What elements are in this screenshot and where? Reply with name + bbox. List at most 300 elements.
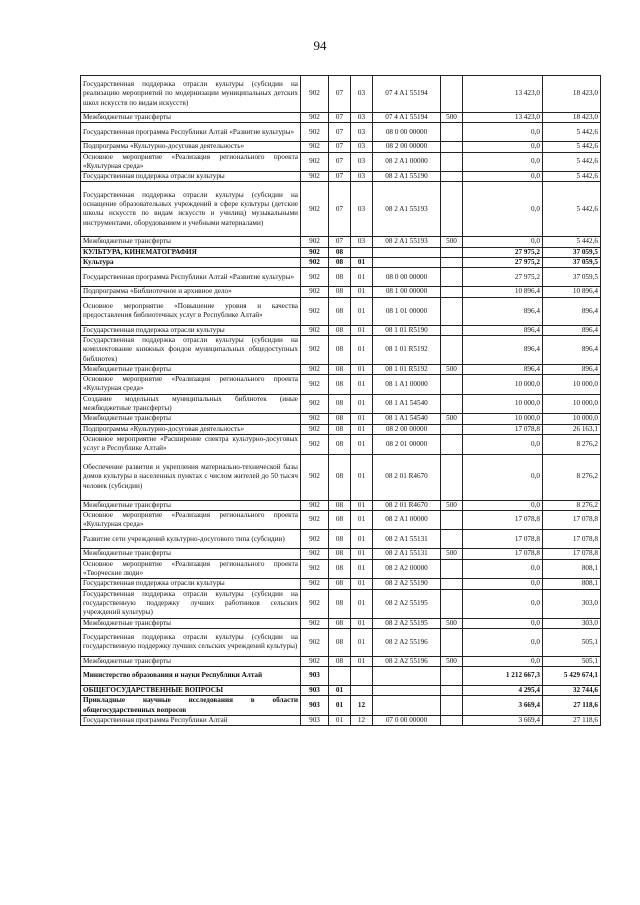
row-glav-cell: 902 <box>301 394 329 414</box>
row-glav-cell: 902 <box>301 172 329 182</box>
row-csr-cell: 08 2 A2 00000 <box>373 559 441 579</box>
row-pr-cell <box>351 247 373 257</box>
row-name-cell: Межбюджетные трансферты <box>81 237 301 247</box>
row-pr-cell: 01 <box>351 364 373 374</box>
row-name-cell: Подпрограмма «Культурно-досуговая деятельность» <box>81 142 301 152</box>
row-pr-cell: 03 <box>351 237 373 247</box>
row-name-cell: Основное мероприятие «Расширение спектра культурно-досуговых услуг в Республике Алтай» <box>81 434 301 454</box>
row-rz-cell: 08 <box>329 579 351 589</box>
row-name-cell: Подпрограмма «Библиотечное и архивное дело» <box>81 287 301 297</box>
row-sum2-cell: 5 442,6 <box>543 237 601 247</box>
table-row <box>81 258 601 268</box>
row-rz-cell: 08 <box>329 628 351 656</box>
row-rz-cell: 08 <box>329 656 351 666</box>
row-csr-cell: 08 2 01 00000 <box>373 434 441 454</box>
table-row <box>81 454 601 500</box>
row-sum2-cell: 5 442,6 <box>543 123 601 142</box>
row-glav-cell: 902 <box>301 454 329 500</box>
table-row <box>81 656 601 666</box>
row-sum1-cell: 896,4 <box>463 325 543 335</box>
row-pr-cell: 01 <box>351 297 373 325</box>
row-sum2-cell: 5 442,6 <box>543 142 601 152</box>
row-csr-cell: 08 1 01 R5190 <box>373 325 441 335</box>
row-name-cell: Межбюджетные трансферты <box>81 364 301 374</box>
row-name-cell: Прикладные научные исследования в области общегосударственных вопросов <box>81 696 301 716</box>
row-pr-cell: 03 <box>351 182 373 237</box>
row-sum2-cell: 5 442,6 <box>543 182 601 237</box>
row-name-cell: Создание модельных муниципальных библиотек (иные межбюджетные трансферты) <box>81 394 301 414</box>
row-pr-cell: 01 <box>351 618 373 628</box>
row-sum2-cell: 8 276,2 <box>543 500 601 510</box>
row-vr-cell: 500 <box>441 113 463 123</box>
row-name-cell: Межбюджетные трансферты <box>81 549 301 559</box>
row-rz-cell: 08 <box>329 549 351 559</box>
row-csr-cell: 07 4 A1 55194 <box>373 76 441 113</box>
row-name-cell: Государственная поддержка отрасли культуры (субсидии на государственную поддержку лучших работников сельских учреждений культуры) <box>81 589 301 618</box>
row-sum2-cell: 808,1 <box>543 579 601 589</box>
row-vr-cell <box>441 454 463 500</box>
row-rz-cell: 08 <box>329 510 351 530</box>
row-name-cell: Министерство образования и науки Республики Алтай <box>81 667 301 686</box>
row-rz-cell: 08 <box>329 247 351 257</box>
table-row <box>81 628 601 656</box>
row-rz-cell: 08 <box>329 268 351 287</box>
row-pr-cell <box>351 686 373 696</box>
row-pr-cell: 01 <box>351 424 373 434</box>
row-name-cell: Подпрограмма «Культурно-досуговая деятельность» <box>81 424 301 434</box>
row-sum1-cell: 17 078,8 <box>463 530 543 549</box>
row-csr-cell <box>373 667 441 686</box>
row-name-cell: Государственная программа Республики Алтай «Развитие культуры» <box>81 268 301 287</box>
row-sum1-cell: 0,0 <box>463 237 543 247</box>
row-vr-cell <box>441 375 463 395</box>
row-csr-cell: 08 2 A1 55193 <box>373 182 441 237</box>
row-name-cell: Государственная поддержка отрасли культуры <box>81 579 301 589</box>
row-pr-cell: 01 <box>351 530 373 549</box>
row-pr-cell: 01 <box>351 414 373 424</box>
table-row <box>81 182 601 237</box>
row-rz-cell: 07 <box>329 76 351 113</box>
row-glav-cell: 902 <box>301 589 329 618</box>
row-name-cell: Основное мероприятие «Реализация регионального проекта «Культурная среда» <box>81 375 301 395</box>
row-glav-cell: 902 <box>301 182 329 237</box>
row-vr-cell <box>441 152 463 172</box>
row-pr-cell: 01 <box>351 268 373 287</box>
row-rz-cell: 07 <box>329 152 351 172</box>
row-sum2-cell: 17 078,8 <box>543 530 601 549</box>
row-glav-cell: 902 <box>301 434 329 454</box>
row-glav-cell: 902 <box>301 268 329 287</box>
row-csr-cell: 08 2 A1 55190 <box>373 172 441 182</box>
table-row <box>81 414 601 424</box>
table-row <box>81 530 601 549</box>
row-csr-cell: 08 2 A1 00000 <box>373 152 441 172</box>
row-rz-cell: 07 <box>329 172 351 182</box>
row-vr-cell <box>441 325 463 335</box>
row-csr-cell: 08 2 01 R4670 <box>373 454 441 500</box>
row-pr-cell: 03 <box>351 142 373 152</box>
row-rz-cell: 08 <box>329 364 351 374</box>
row-vr-cell <box>441 530 463 549</box>
row-sum2-cell: 37 059,5 <box>543 247 601 257</box>
row-sum2-cell: 27 118,6 <box>543 696 601 716</box>
table-row <box>81 696 601 716</box>
row-glav-cell: 903 <box>301 667 329 686</box>
row-vr-cell <box>441 247 463 257</box>
row-csr-cell: 08 0 00 00000 <box>373 123 441 142</box>
row-rz-cell: 08 <box>329 434 351 454</box>
row-vr-cell <box>441 76 463 113</box>
row-sum2-cell: 26 163,1 <box>543 424 601 434</box>
row-glav-cell: 903 <box>301 715 329 725</box>
row-rz-cell: 07 <box>329 113 351 123</box>
row-csr-cell: 08 1 01 R5192 <box>373 364 441 374</box>
row-sum1-cell: 0,0 <box>463 500 543 510</box>
row-sum1-cell: 0,0 <box>463 152 543 172</box>
row-pr-cell: 03 <box>351 152 373 172</box>
row-rz-cell: 08 <box>329 530 351 549</box>
row-rz-cell <box>329 667 351 686</box>
table-row <box>81 142 601 152</box>
row-sum1-cell: 896,4 <box>463 297 543 325</box>
row-rz-cell: 08 <box>329 258 351 268</box>
row-glav-cell: 902 <box>301 500 329 510</box>
row-name-cell: Межбюджетные трансферты <box>81 618 301 628</box>
row-name-cell: ОБЩЕГОСУДАРСТВЕННЫЕ ВОПРОСЫ <box>81 686 301 696</box>
row-glav-cell: 902 <box>301 549 329 559</box>
row-csr-cell: 08 2 A1 55131 <box>373 549 441 559</box>
row-csr-cell: 08 2 A2 55190 <box>373 579 441 589</box>
row-rz-cell: 08 <box>329 618 351 628</box>
row-sum2-cell: 896,4 <box>543 364 601 374</box>
row-csr-cell: 08 1 01 00000 <box>373 297 441 325</box>
row-name-cell: Основное мероприятие «Реализация регионального проекта «Творческие люди» <box>81 559 301 579</box>
row-vr-cell <box>441 142 463 152</box>
row-csr-cell: 08 2 A2 55196 <box>373 628 441 656</box>
row-name-cell: Межбюджетные трансферты <box>81 113 301 123</box>
row-sum1-cell: 17 078,8 <box>463 510 543 530</box>
row-vr-cell <box>441 172 463 182</box>
row-vr-cell <box>441 510 463 530</box>
row-sum1-cell: 3 669,4 <box>463 696 543 716</box>
row-glav-cell: 902 <box>301 628 329 656</box>
row-pr-cell: 01 <box>351 589 373 618</box>
row-sum1-cell: 3 669,4 <box>463 715 543 725</box>
row-glav-cell: 902 <box>301 656 329 666</box>
row-sum2-cell: 10 000,0 <box>543 394 601 414</box>
row-vr-cell: 500 <box>441 549 463 559</box>
table-row <box>81 424 601 434</box>
row-vr-cell <box>441 182 463 237</box>
page-number: 94 <box>313 38 327 53</box>
row-sum1-cell: 896,4 <box>463 364 543 374</box>
row-glav-cell: 902 <box>301 297 329 325</box>
row-name-cell: Государственная программа Республики Алтай «Развитие культуры» <box>81 123 301 142</box>
table-row <box>81 113 601 123</box>
row-csr-cell <box>373 686 441 696</box>
row-name-cell: Межбюджетные трансферты <box>81 500 301 510</box>
row-vr-cell <box>441 667 463 686</box>
row-sum2-cell: 505,1 <box>543 656 601 666</box>
row-pr-cell: 01 <box>351 258 373 268</box>
row-sum1-cell: 13 423,0 <box>463 76 543 113</box>
row-pr-cell: 01 <box>351 287 373 297</box>
row-sum1-cell: 0,0 <box>463 628 543 656</box>
row-csr-cell: 08 2 A1 00000 <box>373 510 441 530</box>
row-name-cell: Основное мероприятие «Реализация регионального проекта «Культурная среда» <box>81 510 301 530</box>
row-glav-cell: 902 <box>301 559 329 579</box>
table-row <box>81 325 601 335</box>
row-glav-cell: 903 <box>301 696 329 716</box>
row-name-cell: Основное мероприятие «Повышение уровня и качества предоставления библиотечных услуг в Республике Алтай» <box>81 297 301 325</box>
row-rz-cell: 07 <box>329 142 351 152</box>
row-sum2-cell: 10 000,0 <box>543 414 601 424</box>
table-row <box>81 579 601 589</box>
row-sum2-cell: 505,1 <box>543 628 601 656</box>
row-vr-cell <box>441 335 463 364</box>
row-rz-cell: 08 <box>329 325 351 335</box>
row-vr-cell <box>441 268 463 287</box>
row-pr-cell: 01 <box>351 394 373 414</box>
row-sum1-cell: 0,0 <box>463 618 543 628</box>
row-sum2-cell: 896,4 <box>543 335 601 364</box>
row-pr-cell: 03 <box>351 113 373 123</box>
row-sum2-cell: 5 429 674,1 <box>543 667 601 686</box>
row-rz-cell: 08 <box>329 454 351 500</box>
row-sum2-cell: 37 059,5 <box>543 258 601 268</box>
row-glav-cell: 902 <box>301 258 329 268</box>
table-row <box>81 247 601 257</box>
row-rz-cell: 08 <box>329 589 351 618</box>
row-glav-cell: 902 <box>301 364 329 374</box>
row-sum2-cell: 27 118,6 <box>543 715 601 725</box>
row-sum1-cell: 0,0 <box>463 579 543 589</box>
row-pr-cell: 03 <box>351 76 373 113</box>
table-row <box>81 500 601 510</box>
row-rz-cell: 08 <box>329 287 351 297</box>
row-vr-cell <box>441 258 463 268</box>
table-row <box>81 297 601 325</box>
row-vr-cell <box>441 394 463 414</box>
row-csr-cell: 07 0 00 00000 <box>373 715 441 725</box>
row-glav-cell: 902 <box>301 142 329 152</box>
table-row <box>81 364 601 374</box>
row-pr-cell: 01 <box>351 510 373 530</box>
row-sum2-cell: 17 078,8 <box>543 510 601 530</box>
table-row <box>81 715 601 725</box>
row-sum1-cell: 0,0 <box>463 123 543 142</box>
table-row <box>81 434 601 454</box>
row-csr-cell: 08 2 A1 55131 <box>373 530 441 549</box>
row-rz-cell: 07 <box>329 182 351 237</box>
row-pr-cell: 12 <box>351 696 373 716</box>
row-sum2-cell: 18 423,0 <box>543 76 601 113</box>
table-row <box>81 76 601 113</box>
row-rz-cell: 08 <box>329 394 351 414</box>
row-csr-cell: 08 1 A1 00000 <box>373 375 441 395</box>
row-pr-cell: 01 <box>351 325 373 335</box>
row-glav-cell: 902 <box>301 123 329 142</box>
row-rz-cell: 08 <box>329 414 351 424</box>
row-csr-cell: 08 2 00 00000 <box>373 142 441 152</box>
row-rz-cell: 08 <box>329 375 351 395</box>
row-name-cell: Межбюджетные трансферты <box>81 414 301 424</box>
row-sum1-cell: 10 896,4 <box>463 287 543 297</box>
row-pr-cell: 01 <box>351 500 373 510</box>
row-name-cell: Государственная поддержка отрасли культуры <box>81 325 301 335</box>
table-body <box>81 76 601 726</box>
row-csr-cell <box>373 247 441 257</box>
row-vr-cell <box>441 434 463 454</box>
row-name-cell: КУЛЬТУРА, КИНЕМАТОГРАФИЯ <box>81 247 301 257</box>
row-sum1-cell: 1 212 667,3 <box>463 667 543 686</box>
row-glav-cell: 903 <box>301 686 329 696</box>
row-csr-cell: 08 2 A2 55195 <box>373 618 441 628</box>
row-glav-cell: 902 <box>301 375 329 395</box>
row-sum1-cell: 0,0 <box>463 589 543 618</box>
row-sum1-cell: 27 975,2 <box>463 268 543 287</box>
row-rz-cell: 08 <box>329 297 351 325</box>
table-row <box>81 667 601 686</box>
row-sum2-cell: 5 442,6 <box>543 172 601 182</box>
row-sum1-cell: 0,0 <box>463 182 543 237</box>
row-sum1-cell: 896,4 <box>463 335 543 364</box>
row-rz-cell: 01 <box>329 715 351 725</box>
row-sum2-cell: 303,0 <box>543 589 601 618</box>
row-csr-cell: 08 2 A2 55196 <box>373 656 441 666</box>
row-name-cell: Государственная поддержка отрасли культуры (субсидии на реализацию мероприятий по модернизации муниципальных детских школ искусств по видам искусств) <box>81 76 301 113</box>
row-sum1-cell: 17 078,8 <box>463 549 543 559</box>
row-pr-cell: 01 <box>351 656 373 666</box>
row-sum1-cell: 0,0 <box>463 142 543 152</box>
table-row <box>81 123 601 142</box>
row-vr-cell <box>441 686 463 696</box>
row-csr-cell <box>373 696 441 716</box>
table-row <box>81 394 601 414</box>
row-pr-cell: 01 <box>351 335 373 364</box>
row-sum1-cell: 17 078,8 <box>463 424 543 434</box>
row-rz-cell: 07 <box>329 123 351 142</box>
row-csr-cell: 08 1 A1 54540 <box>373 394 441 414</box>
row-pr-cell: 01 <box>351 559 373 579</box>
row-vr-cell <box>441 579 463 589</box>
row-sum2-cell: 896,4 <box>543 325 601 335</box>
row-sum1-cell: 0,0 <box>463 172 543 182</box>
row-rz-cell: 08 <box>329 500 351 510</box>
row-name-cell: Государственная поддержка отрасли культуры <box>81 172 301 182</box>
row-csr-cell: 08 2 00 00000 <box>373 424 441 434</box>
table-row <box>81 335 601 364</box>
row-sum2-cell: 808,1 <box>543 559 601 579</box>
row-sum2-cell: 32 744,6 <box>543 686 601 696</box>
row-name-cell: Государственная поддержка отрасли культуры (субсидии на оснащение образовательных учреждений в сфере культуры (детские школы искусств по видам искусств и училищ) музыкальными инструментами, оборудованием и учебными материалами) <box>81 182 301 237</box>
row-rz-cell: 08 <box>329 559 351 579</box>
row-name-cell: Государственная поддержка отрасли культуры (субсидии на комплектование книжных фондов муниципальных общедоступных библиотек) <box>81 335 301 364</box>
row-sum1-cell: 0,0 <box>463 559 543 579</box>
row-glav-cell: 902 <box>301 530 329 549</box>
row-glav-cell: 902 <box>301 113 329 123</box>
row-glav-cell: 902 <box>301 424 329 434</box>
budget-table <box>80 75 601 726</box>
row-pr-cell: 01 <box>351 628 373 656</box>
row-sum1-cell: 10 000,0 <box>463 394 543 414</box>
row-sum1-cell: 4 295,4 <box>463 686 543 696</box>
row-glav-cell: 902 <box>301 618 329 628</box>
row-glav-cell: 902 <box>301 579 329 589</box>
row-glav-cell: 902 <box>301 335 329 364</box>
row-sum2-cell: 5 442,6 <box>543 152 601 172</box>
row-glav-cell: 902 <box>301 414 329 424</box>
row-rz-cell: 08 <box>329 335 351 364</box>
table-row <box>81 559 601 579</box>
row-sum2-cell: 896,4 <box>543 297 601 325</box>
row-name-cell: Развитие сети учреждений культурно-досугового типа (субсидии) <box>81 530 301 549</box>
row-csr-cell: 08 2 01 R4670 <box>373 500 441 510</box>
row-pr-cell: 03 <box>351 123 373 142</box>
row-csr-cell: 08 1 01 R5192 <box>373 335 441 364</box>
row-csr-cell: 08 1 A1 54540 <box>373 414 441 424</box>
row-vr-cell <box>441 589 463 618</box>
row-sum1-cell: 10 000,0 <box>463 414 543 424</box>
row-glav-cell: 902 <box>301 325 329 335</box>
row-vr-cell <box>441 628 463 656</box>
row-sum2-cell: 18 423,0 <box>543 113 601 123</box>
row-sum2-cell: 303,0 <box>543 618 601 628</box>
row-vr-cell: 500 <box>441 618 463 628</box>
row-name-cell: Государственная программа Республики Алтай <box>81 715 301 725</box>
row-vr-cell: 500 <box>441 364 463 374</box>
row-glav-cell: 902 <box>301 247 329 257</box>
row-rz-cell: 01 <box>329 686 351 696</box>
row-sum1-cell: 13 423,0 <box>463 113 543 123</box>
table-row <box>81 510 601 530</box>
table-row <box>81 618 601 628</box>
row-vr-cell <box>441 297 463 325</box>
row-pr-cell: 01 <box>351 579 373 589</box>
row-sum1-cell: 27 975,2 <box>463 258 543 268</box>
row-name-cell: Основное мероприятие «Реализация регионального проекта «Культурная среда» <box>81 152 301 172</box>
row-sum1-cell: 10 000,0 <box>463 375 543 395</box>
row-csr-cell: 08 2 A2 55195 <box>373 589 441 618</box>
row-pr-cell: 01 <box>351 375 373 395</box>
row-pr-cell: 03 <box>351 172 373 182</box>
row-glav-cell: 902 <box>301 510 329 530</box>
table-row <box>81 268 601 287</box>
row-sum2-cell: 17 078,8 <box>543 549 601 559</box>
row-name-cell: Культура <box>81 258 301 268</box>
row-csr-cell: 08 1 00 00000 <box>373 287 441 297</box>
row-csr-cell: 08 0 00 00000 <box>373 268 441 287</box>
row-name-cell: Государственная поддержка отрасли культуры (субсидии на государственную поддержку лучших сельских учреждений культуры) <box>81 628 301 656</box>
row-glav-cell: 902 <box>301 237 329 247</box>
row-pr-cell: 12 <box>351 715 373 725</box>
row-vr-cell <box>441 287 463 297</box>
row-vr-cell <box>441 559 463 579</box>
row-sum1-cell: 0,0 <box>463 656 543 666</box>
table-row <box>81 589 601 618</box>
table-row <box>81 287 601 297</box>
row-sum2-cell: 10 000,0 <box>543 375 601 395</box>
table-row <box>81 549 601 559</box>
row-rz-cell: 01 <box>329 696 351 716</box>
row-csr-cell: 07 4 A1 55194 <box>373 113 441 123</box>
row-rz-cell: 08 <box>329 424 351 434</box>
row-vr-cell: 500 <box>441 237 463 247</box>
table-row <box>81 172 601 182</box>
row-rz-cell: 07 <box>329 237 351 247</box>
row-glav-cell: 902 <box>301 76 329 113</box>
row-vr-cell: 500 <box>441 656 463 666</box>
